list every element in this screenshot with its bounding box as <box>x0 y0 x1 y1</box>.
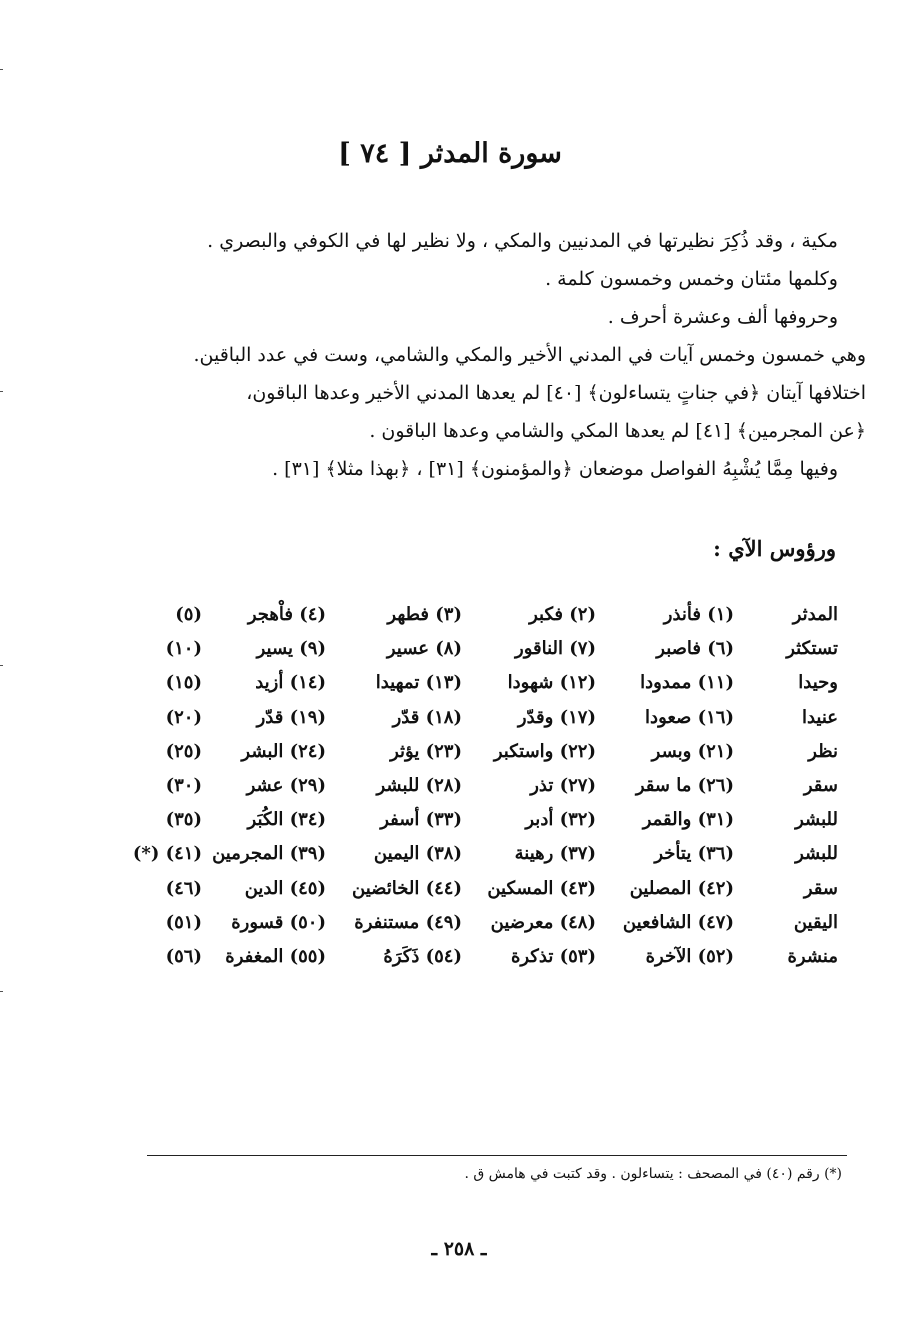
verse-cell: (١٥) <box>165 672 202 694</box>
verse-cell: (٤) فاْهجر <box>247 604 326 625</box>
verse-cell: (١٨) قدّر <box>392 706 462 728</box>
verse-cell: (٤٢) المصلين <box>629 877 734 899</box>
footnote-divider <box>147 1155 847 1156</box>
verse-cell: (٨) عسير <box>386 638 462 660</box>
verse-cell: (٤٦) <box>165 877 202 899</box>
intro-line: وكلمها مئتان وخمس وخمسون كلمة . <box>545 268 838 290</box>
intro-line: ﴿عن المجرمين﴾ [٤١] لم يعدها المكي والشامي وعدها الباقون . <box>369 420 866 442</box>
verse-row <box>138 604 838 638</box>
verse-cell: (٢٠) <box>165 706 202 728</box>
verse-cell: (٥٤) ذَكَرَهُ <box>383 945 462 967</box>
verse-cell: (٤١) (*) <box>132 843 202 865</box>
verse-cell: (٤٥) الدين <box>244 877 326 899</box>
verse-cell: (٦) فاصبر <box>656 638 734 660</box>
verse-cell: (١٩) قدّر <box>256 706 326 728</box>
verse-cell: تستكثر <box>786 638 838 660</box>
footnote: (*) رقم (٤٠) في المصحف : يتساءلون . وقد كتبت في هامش ق . <box>464 1166 842 1182</box>
verse-row <box>138 638 838 672</box>
verse-cell: نظر <box>808 740 838 762</box>
verse-cell: (١٢) شهودا <box>507 672 596 694</box>
verse-cell: اليقين <box>793 911 838 933</box>
verse-row <box>138 878 838 912</box>
verse-cell: (٢٧) تذر <box>530 774 596 796</box>
verse-cell: (٢٣) يؤثر <box>390 740 462 762</box>
verse-cell: (٣٣) أسفر <box>380 809 462 831</box>
verse-cell: (١) فأنذر <box>663 604 734 625</box>
verse-cell: (٣٤) الكُبَر <box>247 809 326 831</box>
margin-tick: ╴ <box>0 987 7 998</box>
verse-cell: (٢٢) واستكبر <box>493 740 596 762</box>
verse-cell: (٣١) والقمر <box>642 809 734 831</box>
verse-cell: للبشر <box>795 843 838 865</box>
verse-cell: المدثر <box>792 604 838 625</box>
verse-cell: (١٤) أزيد <box>255 672 326 694</box>
verse-row <box>132 843 838 877</box>
verse-cell: (١٧) وقدّر <box>517 706 596 728</box>
verse-cell: (١٦) صعودا <box>645 706 734 728</box>
verse-row <box>138 707 838 741</box>
verse-cell: (٣٨) اليمين <box>373 843 462 865</box>
verse-cell: (٢٩) عشر <box>246 774 326 796</box>
margin-tick: ╴ <box>0 65 7 76</box>
verse-cell: (٥٢) الآخرة <box>645 945 734 967</box>
intro-line: مكية ، وقد ذُكِرَ نظيرتها في المدنيين والمكي ، ولا نظير لها في الكوفي والبصري . <box>207 230 838 252</box>
verse-cell: (٢٨) للبشر <box>376 774 462 796</box>
intro-line: وهي خمسون وخمس آيات في المدني الأخير والمكي والشامي، وست في عدد الباقين. <box>193 344 866 366</box>
verse-row <box>138 912 838 946</box>
verse-row <box>138 946 838 980</box>
verse-cell: (٢) فكبر <box>529 604 596 625</box>
intro-line: وحروفها ألف وعشرة أحرف . <box>607 306 838 328</box>
verse-cell: عنيدا <box>801 706 838 728</box>
intro-line: اختلافها آيتان ﴿في جناتٍ يتساءلون﴾ [٤٠] لم يعدها المدني الأخير وعدها الباقون، <box>246 382 866 404</box>
margin-tick: ╴ <box>0 661 7 672</box>
verse-cell: (٤٨) معرضين <box>490 911 596 933</box>
verse-cell: وحيدا <box>798 672 838 694</box>
verse-cell: (٣٥) <box>165 809 202 831</box>
verse-cell: (٢٥) <box>165 740 202 762</box>
verse-cell: سقر <box>803 774 838 796</box>
verse-cell: (٤٤) الخائضين <box>352 877 462 899</box>
page-number: ـ ٢٥٨ ـ <box>431 1238 487 1260</box>
verse-cell: (٤٧) الشافعين <box>622 911 734 933</box>
verse-cell: (٥٠) قسورة <box>231 911 326 933</box>
margin-tick: ╴ <box>0 387 7 398</box>
verse-cell: (٥٥) المغفرة <box>225 945 326 967</box>
verse-cell: (٩) يسير <box>256 638 326 660</box>
verse-row <box>138 775 838 809</box>
verse-row <box>138 672 838 706</box>
verse-cell: للبشر <box>795 809 838 831</box>
verses-heading: ورؤوس الآي : <box>713 536 836 561</box>
verse-cell: (٣٩) المجرمين <box>212 843 326 865</box>
verse-cell: (١٠) <box>165 638 202 660</box>
verse-cell: (٣) فطهر <box>387 604 462 625</box>
verse-cell: (٣٧) رهينة <box>514 843 596 865</box>
verse-cell: (٢٤) البشر <box>241 740 326 762</box>
verse-endings-table <box>132 604 838 980</box>
intro-paragraph <box>118 222 866 488</box>
verse-cell: (٢١) وبسر <box>651 740 734 762</box>
verse-row <box>138 741 838 775</box>
verse-cell: (٧) الناقور <box>515 638 596 660</box>
verse-cell: (٣٦) يتأخر <box>654 843 734 865</box>
verse-cell: (٥١) <box>165 911 202 933</box>
intro-line: وفيها مِمَّا يُشْبِهُ الفواصل موضعان ﴿والمؤمنون﴾ [٣١] ، ﴿بهذا مثلا﴾ [٣١] . <box>272 458 838 480</box>
verse-cell: (٥٦) <box>165 945 202 967</box>
surah-title: سورة المدثر [ ٧٤ ] <box>338 138 562 169</box>
verse-cell: سقر <box>803 877 838 899</box>
verse-cell: (٣٢) أدبر <box>525 809 596 831</box>
verse-row <box>138 809 838 843</box>
verse-cell: (٣٠) <box>165 774 202 796</box>
verse-cell: (٤٩) مستنفرة <box>354 911 462 933</box>
verse-cell: (٢٦) ما سقر <box>635 774 734 796</box>
verse-cell: (١١) ممدودا <box>640 672 734 694</box>
verse-cell: منشرة <box>787 945 838 967</box>
verse-cell: (٥) <box>175 604 202 625</box>
verse-cell: (٥٣) تذكرة <box>510 945 596 967</box>
verse-cell: (١٣) تمهيدا <box>375 672 462 694</box>
verse-cell: (٤٣) المسكين <box>487 877 596 899</box>
